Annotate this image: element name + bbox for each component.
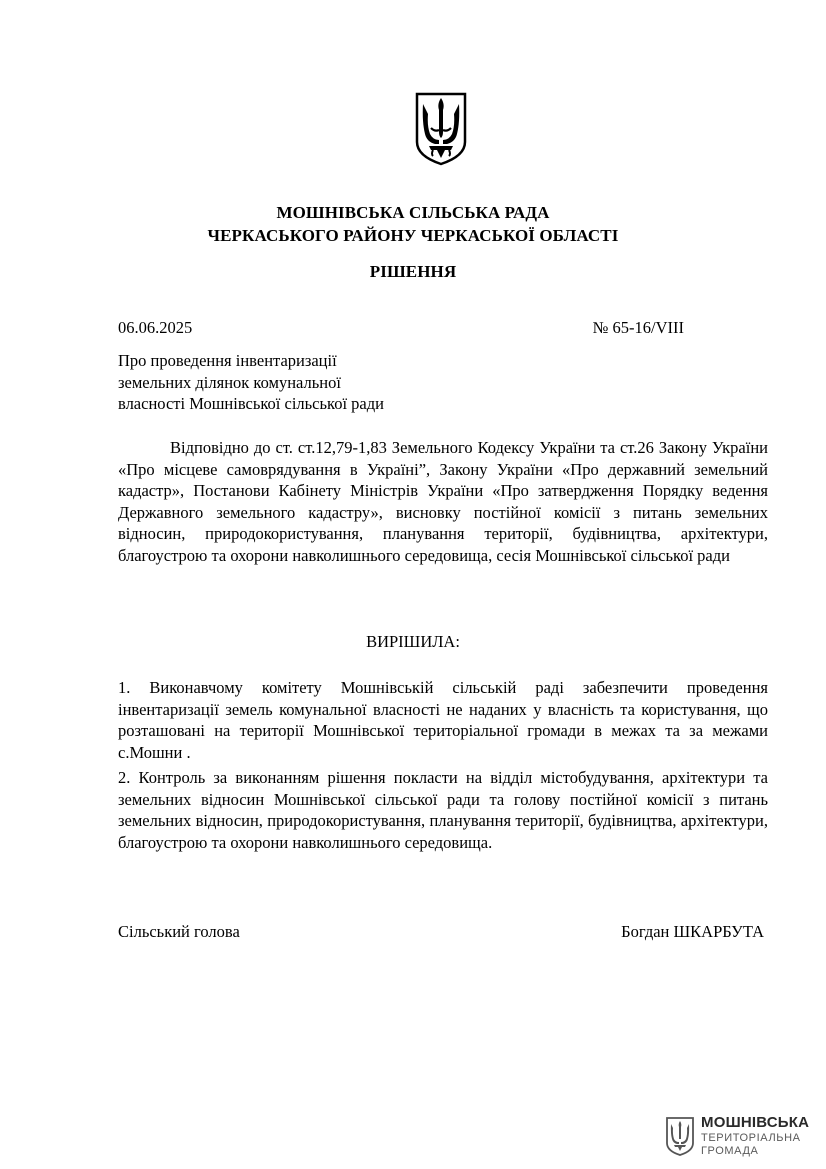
council-name: МОШНІВСЬКА СІЛЬСЬКА РАДА — [276, 203, 550, 222]
trident-icon — [665, 1116, 695, 1156]
logo-subtitle: ГРОМАДА — [701, 1145, 759, 1157]
coat-of-arms-icon — [413, 92, 469, 166]
document-subject — [118, 350, 518, 415]
logo-subtitle: ТЕРИТОРІАЛЬНА — [701, 1132, 801, 1144]
document-date: 06.06.2025 — [118, 318, 193, 337]
signatory-name: Богдан ШКАРБУТА — [621, 922, 764, 941]
subject-line: Про проведення інвентаризації — [118, 351, 337, 370]
preamble-paragraph: Відповідно до ст. ст.12,79-1,83 Земельного Кодексу України та ст.26 Закону України «Про місцеве самоврядування в Україні”, Закону України «Про державний земельний кадастр», Постанови Кабінету Міністрів України «Про затвердження Порядку ведення Державного земельного кадастру», висновку постійної комісії з питань земельних відносин, природокористування, планування території, будівництва, архітектури, благоустрою та охорони навколишнього середовища, сесія Мошнівської сільської ради — [118, 438, 768, 565]
subject-line: земельних ділянок комунальної — [118, 372, 341, 392]
decision-item-2: 2. Контроль за виконанням рішення покласти на відділ містобудування, архітектури та земельних відносин Мошнівської сільської ради та голову постійної комісії з питань земельних відносин, природокористування, планування території, будівництва, архітектури, благоустрою та охорони навколишнього середовища. — [118, 768, 768, 852]
decided-heading: ВИРІШИЛА: — [366, 632, 460, 651]
decision-item-1: 1. Виконавчому комітету Мошнівській сільській раді забезпечити проведення інвентаризації земель комунальної власності не наданих у власність та користування, що розташовані на території Мошнівської територіальної громади в межах та за межами с.Мошни . — [118, 678, 768, 762]
district-name: ЧЕРКАСЬКОГО РАЙОНУ ЧЕРКАСЬКОЇ ОБЛАСТІ — [207, 226, 619, 245]
subject-line: власності Мошнівської сільської ради — [118, 394, 384, 413]
logo-title: МОШНІВСЬКА — [701, 1114, 810, 1131]
signatory-role: Сільський голова — [118, 922, 240, 941]
document-type: РІШЕННЯ — [369, 262, 457, 281]
community-logo — [665, 1114, 825, 1158]
document-number: № 65-16/VIII — [592, 318, 684, 337]
